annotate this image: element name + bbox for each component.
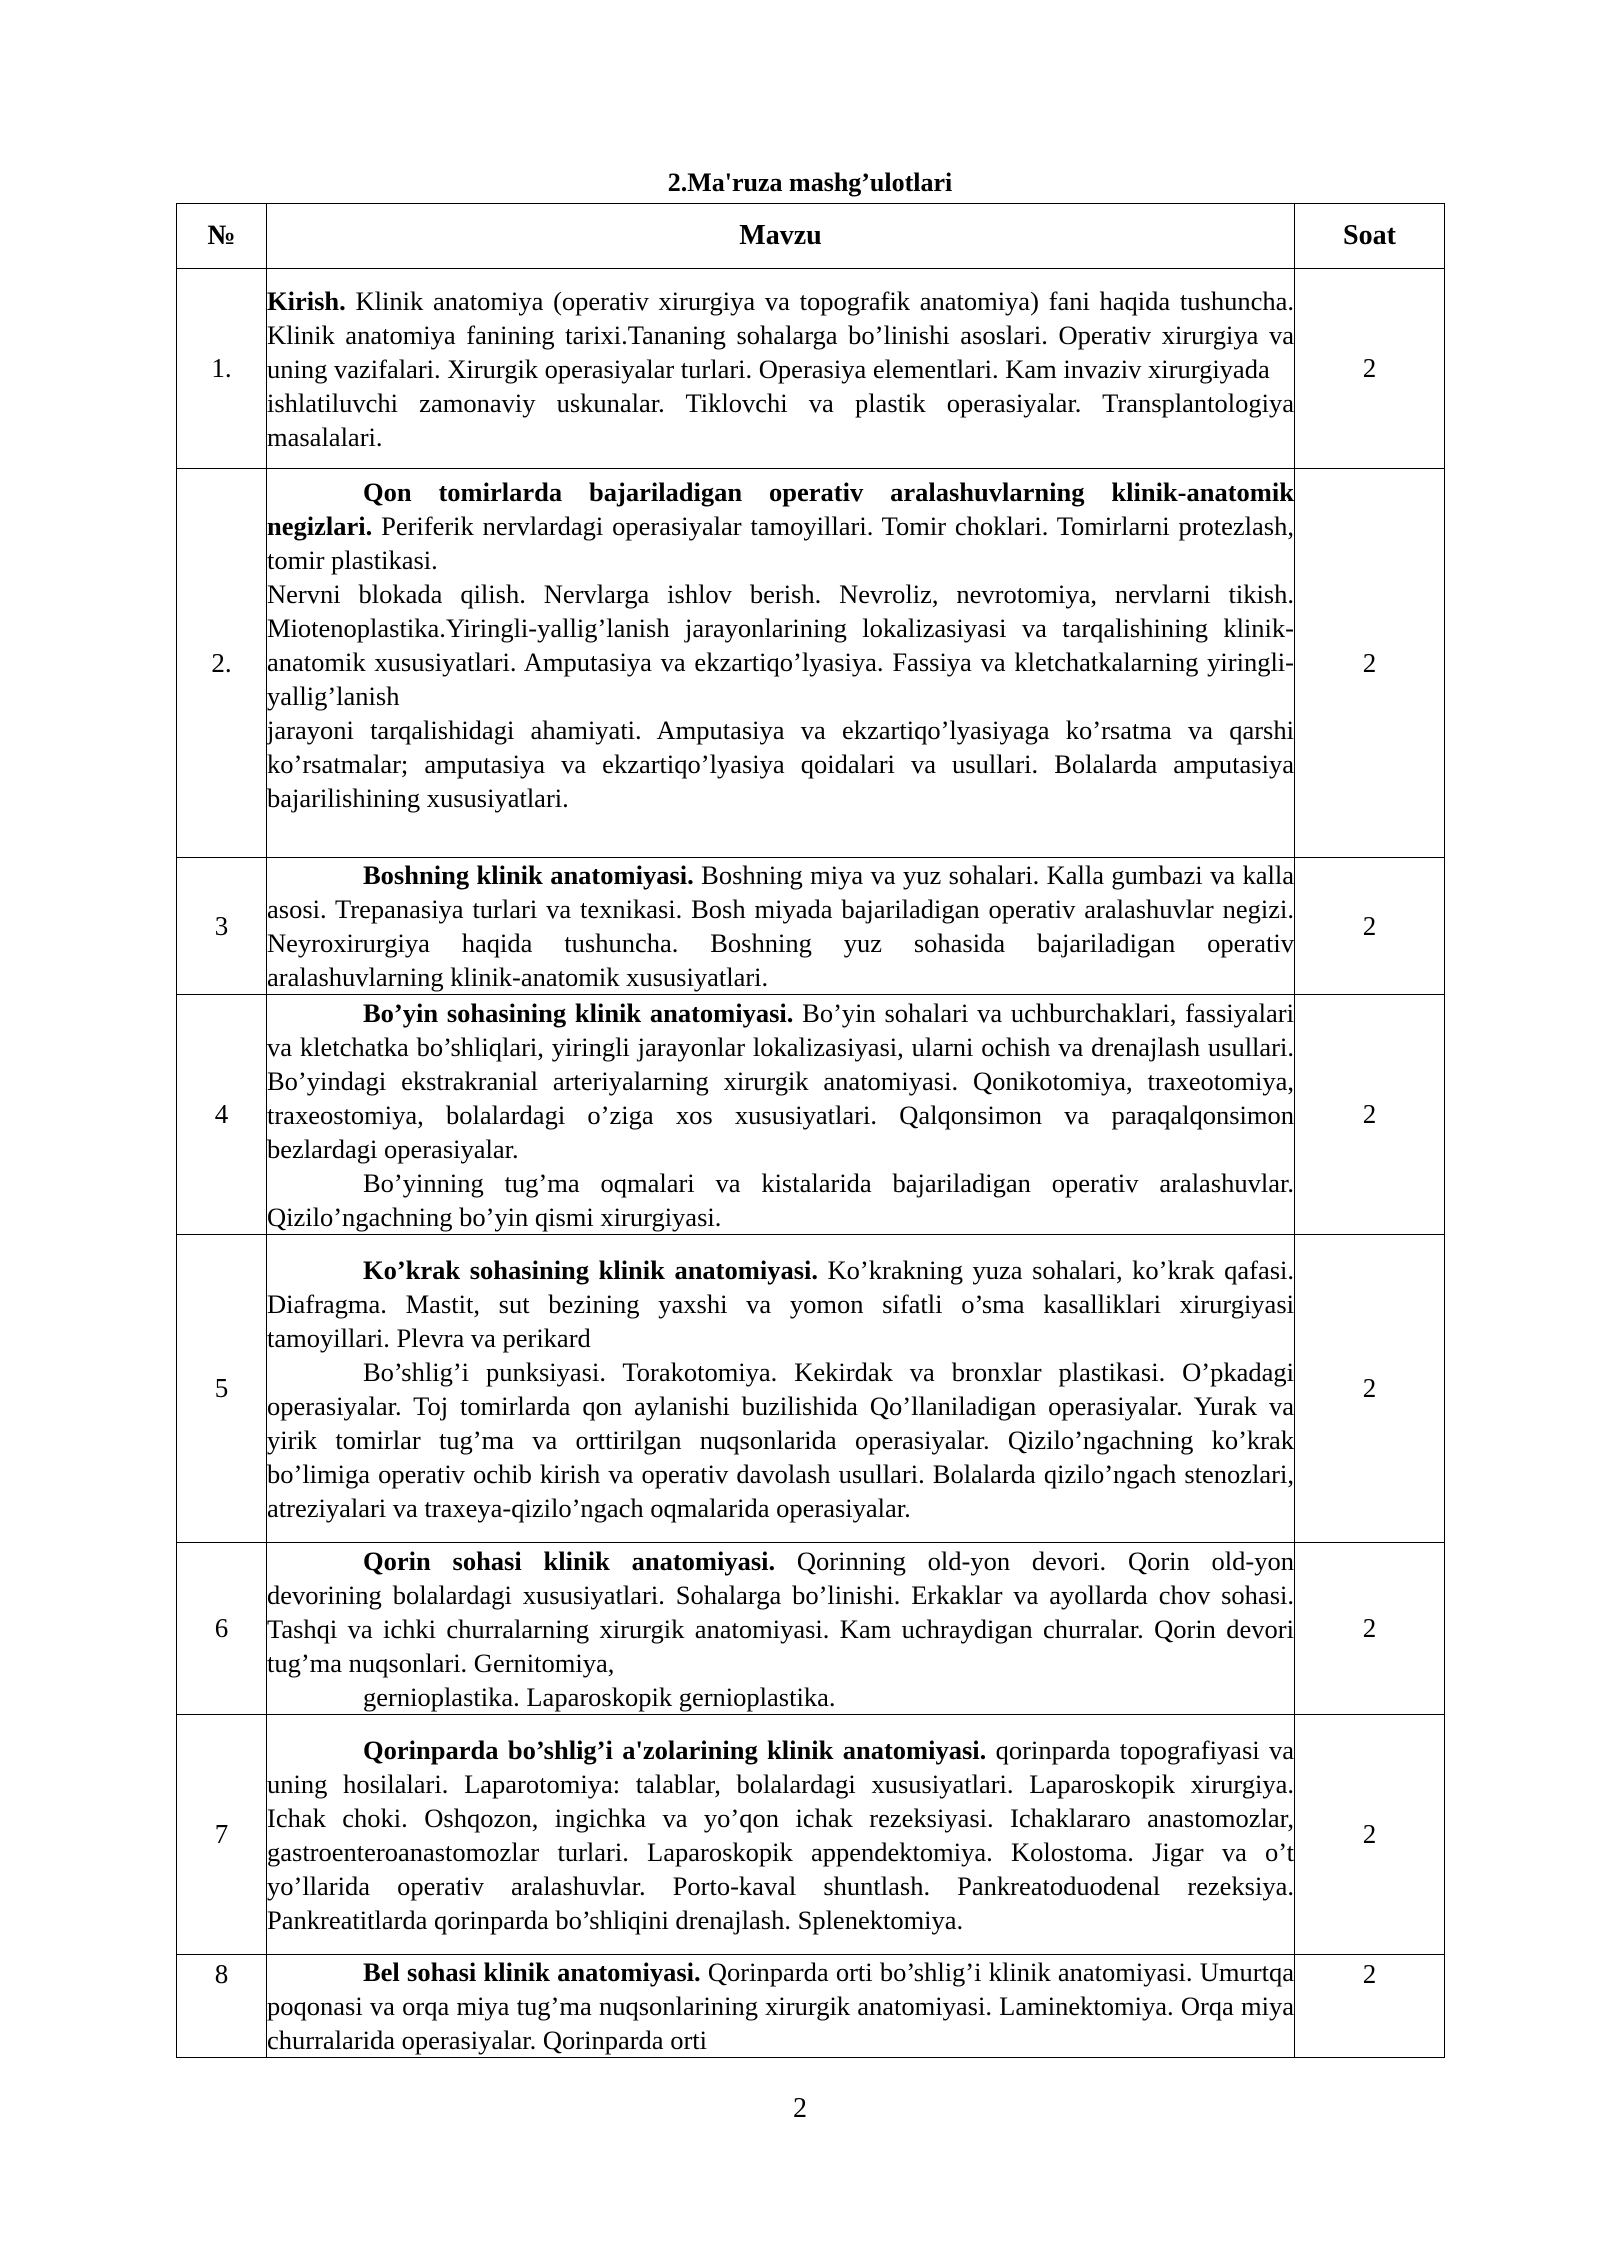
row-number: 2.: [177, 469, 267, 858]
row-topic: [267, 469, 1295, 858]
row-hours: 2: [1295, 1715, 1445, 1955]
topic-text: Klinik anatomiya (operativ xirurgiya va topografik anatomiya) fani haqida tushuncha. Klinik anatomiya fanining tarixi.Tananing sohalarga bo’linishi asoslari. Operativ xirurgiya va uning vazifalari. Xirurgik operasiyalar turlari. Operasiya elementlari. Kam invaziv xirurgiyada: [267, 285, 1294, 384]
topic-text: Periferik nervlardagi operasiyalar tamoyillari. Tomir choklari. Tomirlarni protezlash, tomir plastikasi.: [267, 511, 1294, 575]
topic-heading: Bo’yin sohasining klinik anatomiyasi.: [363, 997, 794, 1028]
row-topic: [267, 1955, 1295, 2058]
row-number: 1.: [177, 269, 267, 469]
row-hours: 2: [1295, 269, 1445, 469]
row-number: 8: [177, 1955, 267, 2058]
row-number: 4: [177, 995, 267, 1235]
row-topic: [267, 858, 1295, 995]
topic-heading: Boshning klinik anatomiyasi.: [363, 860, 694, 890]
row-number: 5: [177, 1235, 267, 1543]
table-row: [177, 858, 1445, 995]
row-topic: [267, 1715, 1295, 1955]
topic-heading: Ko’krak sohasining klinik anatomiyasi.: [363, 1254, 818, 1285]
table-row: [177, 469, 1445, 858]
topic-text-continued: ishlatiluvchi zamonaviy uskunalar. Tiklovchi va plastik operasiyalar. Transplantologiya masalalari.: [267, 387, 1294, 452]
topic-heading: Qorin sohasi klinik anatomiyasi.: [363, 1545, 776, 1576]
row-number: 6: [177, 1543, 267, 1715]
table-row: [177, 1715, 1445, 1955]
row-hours: 2: [1295, 469, 1445, 858]
topic-heading: Kirish.: [267, 285, 346, 316]
topic-heading: Bel sohasi klinik anatomiyasi.: [363, 1957, 701, 1987]
header-number: №: [177, 204, 267, 269]
row-hours: 2: [1295, 1955, 1445, 2058]
row-number: 7: [177, 1715, 267, 1955]
table-row: [177, 1543, 1445, 1715]
topic-text: Qorinning old-yon devori. Qorin old-yon devorining bolalardagi xususiyatlari. Sohalarga bo’linishi. Erkaklar va ayollarda chov sohasi. Tashqi va ichki churralarning xirurgik anatomiyasi. Kam uchraydigan churralar. Qorin devori tug’ma nuqsonlari. Gernitomiya,: [267, 1545, 1294, 1678]
table-row: [177, 1955, 1445, 2058]
table-row: [177, 269, 1445, 469]
table-row: [177, 995, 1445, 1235]
topic-text-continued: gernioplastika. Laparoskopik gernioplastika.: [363, 1681, 836, 1712]
topic-heading: Qorinparda bo’shlig’i a'zolarining klinik anatomiyasi.: [363, 1734, 987, 1765]
row-hours: 2: [1295, 1235, 1445, 1543]
row-hours: 2: [1295, 995, 1445, 1235]
topic-text: Qorinparda orti bo’shlig’i klinik anatomiyasi. Umurtqa poqonasi va orqa miya tug’ma nuqsonlarining xirurgik anatomiyasi. Laminektomiya. Orqa miya churralarida operasiyalar. Qorinparda orti: [267, 1957, 1294, 2055]
table-row: [177, 1235, 1445, 1543]
row-topic: [267, 269, 1295, 469]
topic-text-continued: Bo’shlig’i punksiyasi. Torakotomiya. Kekirdak va bronxlar plastikasi. O’pkadagi operasiyalar. Toj tomirlarda qon aylanishi buzilishida Qo’llaniladigan operasiyalar. Yurak va yirik tomirlar tug’ma va orttirilgan nuqsonlarida operasiyalar. Qizilo’ngachning ko’krak bo’limiga operativ ochib kirish va operativ davolash usullari. Bolalarda qizilo’ngach stenozlari, atreziyalari va traxeya-qizilo’ngach oqmalarida operasiyalar.: [267, 1356, 1294, 1523]
topic-text-continued: jarayoni tarqalishidagi ahamiyati. Amputasiya va ekzartiqo’lyasiyaga ko’rsatma va qarshi ko’rsatmalar; amputasiya va ekzartiqo’lyasiya qoidalari va usullari. Bolalarda amputasiya bajarilishining xususiyatlari.: [267, 715, 1294, 813]
row-topic: [267, 995, 1295, 1235]
topic-text: Bo’yin sohalari va uchburchaklari, fassiyalari va kletchatka bo’shliqlari, yiringli jarayonlar lokalizasiyasi, ularni ochish va drenajlash usullari. Bo’yindagi ekstrakranial arteriyalarning xirurgik anatomiyasi. Qonikotomiya, traxeotomiya, traxeostomiya, bolalardagi o’ziga xos xususiyatlari. Qalqonsimon va paraqalqonsimon bezlardagi operasiyalar.: [267, 997, 1294, 1164]
lecture-table: [176, 203, 1445, 2058]
topic-text-continued: Bo’yinning tug’ma oqmalari va kistalarida bajariladigan operativ aralashuvlar. Qizilo’ngachning bo’yin qismi xirurgiyasi.: [267, 1167, 1294, 1232]
header-hours: Soat: [1295, 204, 1445, 269]
page-number: 2: [793, 2093, 807, 2124]
row-topic: [267, 1235, 1295, 1543]
row-topic: [267, 1543, 1295, 1715]
table-header-row: [177, 204, 1445, 269]
row-hours: 2: [1295, 858, 1445, 995]
row-hours: 2: [1295, 1543, 1445, 1715]
row-number: 3: [177, 858, 267, 995]
topic-text: Boshning miya va yuz sohalari. Kalla gumbazi va kalla asosi. Trepanasiya turlari va texnikasi. Bosh miyada bajariladigan operativ aralashuvlar negizi. Neyroxirurgiya haqida tushuncha. Boshning yuz sohasida bajariladigan operativ aralashuvlarning klinik-anatomik xususiyatlari.: [267, 860, 1294, 992]
topic-heading: Qon tomirlarda bajariladigan operativ aralashuvlarning klinik-anatomik negizlari.: [267, 477, 1294, 541]
topic-text: qorinparda topografiyasi va uning hosilalari. Laparotomiya: talablar, bolalardagi xususiyatlari. Laparoskopik xirurgiya. Ichak choki. Oshqozon, ingichka va yo’qon ichak rezeksiyasi. Ichaklararo anastomozlar, gastroenteroanastomozlar turlari. Laparoskopik appendektomiya. Kolostoma. Jigar va o’t yo’llarida operativ aralashuvlar. Porto-kaval shuntlash. Pankreatoduodenal rezeksiya. Pankreatitlarda qorinparda bo’shliqini drenajlash. Splenektomiya.: [267, 1734, 1295, 1935]
section-title: 2.Ma'ruza mashg’ulotlari: [667, 168, 953, 197]
topic-text: Ko’krakning yuza sohalari, ko’krak qafasi. Diafragma. Mastit, sut bezining yaxshi va yomon sifatli o’sma kasalliklari xirurgiyasi tamoyillari. Plevra va perikard: [267, 1254, 1295, 1353]
header-topic: Mavzu: [267, 204, 1295, 269]
topic-text-continued: Nervni blokada qilish. Nervlarga ishlov berish. Nevroliz, nevrotomiya, nervlarni tikish. Miotenoplastika.Yiringli-yallig’lanish jarayonlarining lokalizasiyasi va tarqalishining klinik-anatomik xususiyatlari. Amputasiya va ekzartiqo’lyasiya. Fassiya va kletchatkalarning yiringli-yallig’lanish: [267, 579, 1294, 711]
